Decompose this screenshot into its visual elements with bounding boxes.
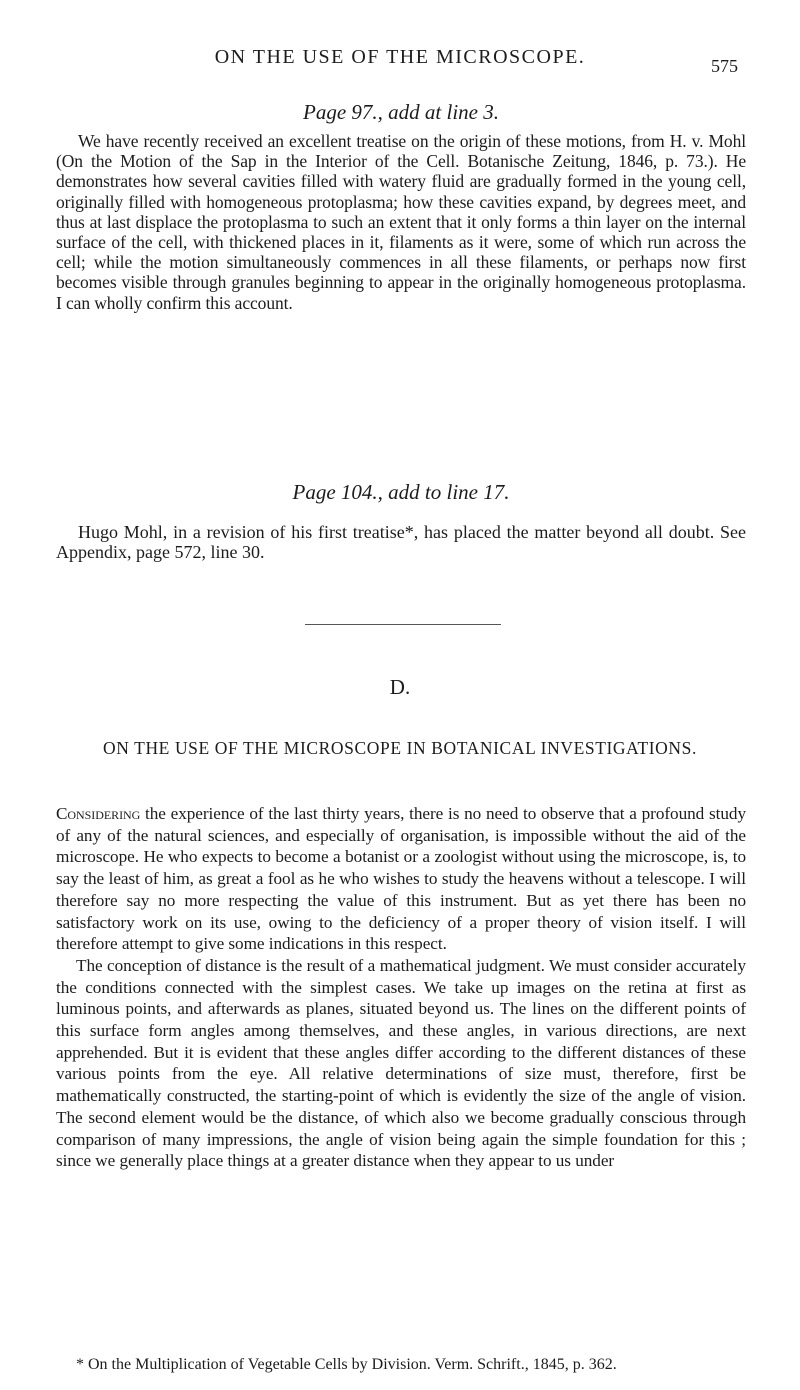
lead-word: Considering <box>56 804 141 823</box>
note-heading: Page 104., add to line 17. <box>292 480 510 504</box>
body-text <box>56 803 746 1172</box>
note-text: Hugo Mohl, in a revision of his first treatise*, has placed the matter beyond all doubt. See Appendix, page 572, line 30. <box>56 522 746 562</box>
paragraph-text: the experience of the last thirty years, there is no need to observe that a profound study of any of the natural sciences, and especially of organisation, is impossible without the aid of the microscope. He who expects to become a botanist or a zoologist without using the microscope, is, to say the least of him, as great a fool as he who wishes to study the heavens without a telescope. I will therefore say no more respecting the value of this instrument. But as yet there has been no satisfactory work on its use, owing to the deficiency of a proper theory of vision itself. I will therefore attempt to give some indications in this respect. <box>56 804 746 954</box>
section-divider <box>305 624 501 625</box>
note-text: We have recently received an excellent treatise on the origin of these motions, from H. v. Mohl (On the Motion of the Sap in the Interior of the Cell. Botanische Zeitung, 1846, p. 73.). He demonstrates how several cavities filled with watery fluid are gradually formed in the young cell, originally filled with homogeneous protoplasma; how these cavities expand, by degrees meet, and thus at last displace the protoplasma to such an extent that it only forms a thin layer on the internal surface of the cell, with thickened places in it, filaments as it were, some of which run across the cell; while the motion simultaneously commences in all these filaments, or perhaps now first becomes visible through granules beginning to appear in the originally homogeneous protoplasma. I can wholly confirm this account. <box>56 131 746 313</box>
running-head <box>0 46 800 76</box>
body-paragraph <box>56 803 746 955</box>
section-letter: D. <box>389 675 411 699</box>
note-heading: Page 97., add at line 3. <box>303 100 499 124</box>
page-number: 575 <box>711 56 738 76</box>
note-page-97 <box>56 100 746 313</box>
body-paragraph: The conception of distance is the result of a mathematical judgment. We must consider accurately the conditions connected with the simplest cases. We take up images on the retina at first as luminous points, and afterwards as planes, situated beyond us. The lines on the different points of this surface form angles among themselves, and these angles, in various directions, are next apprehended. But it is evident that these angles differ according to the different distances of these various points from the eye. All relative determinations of size must, therefore, first be mathematically constructed, the starting-point of which is evidently the size of the angle of vision. The second element would be the distance, of which also we become gradually conscious through comparison of many impressions, the angle of vision being again the simple foundation for this ; since we generally place things at a greater distance when they appear to us under <box>56 955 746 1171</box>
footnote: * On the Multiplication of Vegetable Cells by Division. Verm. Schrift., 1845, p. 362. <box>76 1356 617 1373</box>
note-page-104 <box>56 480 746 562</box>
section-title: ON THE USE OF THE MICROSCOPE IN BOTANICAL INVESTIGATIONS. <box>103 738 697 758</box>
running-head-title: ON THE USE OF THE MICROSCOPE. <box>214 46 586 68</box>
